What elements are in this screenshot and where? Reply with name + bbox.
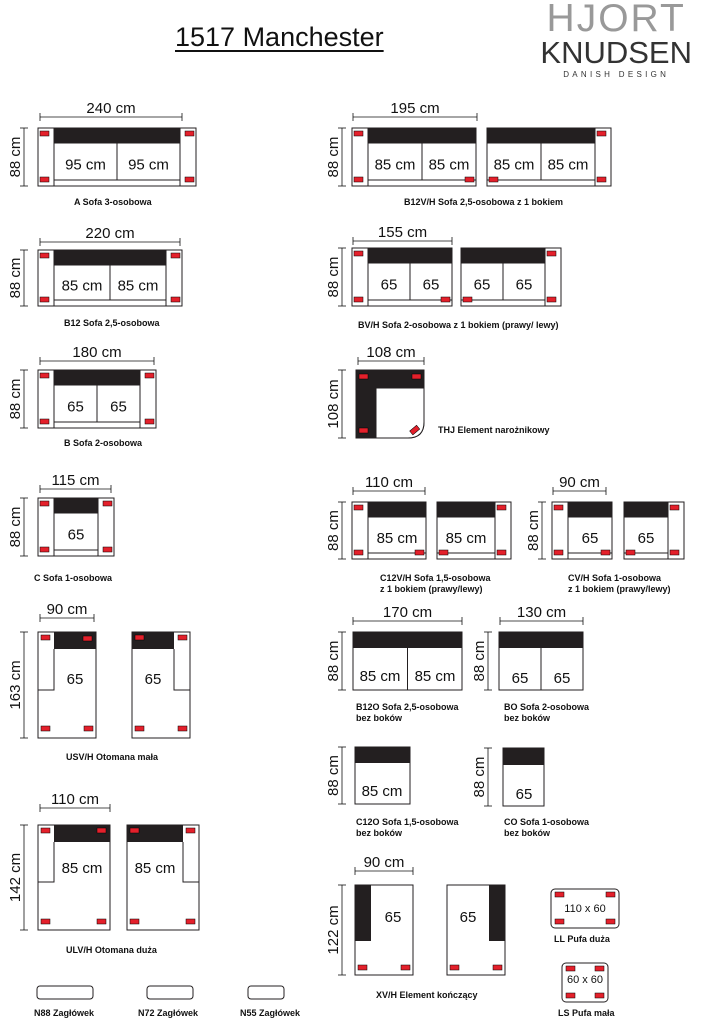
arm-marker bbox=[40, 547, 49, 552]
caption-line: B Sofa 2-osobowa bbox=[64, 438, 143, 448]
arm-marker bbox=[103, 501, 112, 506]
caption-line: N88 Zagłówek bbox=[34, 1008, 95, 1018]
sofa-back bbox=[54, 128, 180, 143]
arm-marker bbox=[135, 726, 144, 731]
seat-label: 65 bbox=[67, 398, 84, 416]
caption-line: C Sofa 1-osobowa bbox=[34, 573, 113, 583]
arm-marker bbox=[186, 828, 195, 833]
seat-label: 65 bbox=[637, 530, 655, 547]
pouf-size-label: 60 x 60 bbox=[566, 974, 604, 986]
seat-label: 85 cm bbox=[61, 860, 103, 877]
caption-line: bez boków bbox=[504, 828, 551, 838]
arm-marker bbox=[601, 550, 610, 555]
arm-marker bbox=[178, 726, 187, 731]
arm-marker bbox=[463, 297, 472, 302]
arm-marker bbox=[97, 919, 106, 924]
width-label: 240 cm bbox=[86, 100, 136, 117]
caption-N88 bbox=[34, 1008, 94, 1019]
depth-label: 88 cm bbox=[325, 136, 342, 178]
seat-label: 85 cm bbox=[376, 530, 418, 547]
arm-marker bbox=[497, 505, 506, 510]
caption-C bbox=[34, 573, 112, 584]
depth-label: 88 cm bbox=[325, 510, 342, 551]
depth-label: 88 cm bbox=[7, 136, 24, 178]
caption-line: A Sofa 3-osobowa bbox=[74, 197, 152, 207]
arm-marker bbox=[554, 505, 563, 510]
depth-label: 88 cm bbox=[325, 256, 342, 298]
sofa-back bbox=[54, 370, 140, 385]
caption-line: LL Pufa duża bbox=[554, 934, 610, 944]
arm-marker bbox=[354, 505, 363, 510]
brand-line1: HJORT bbox=[546, 0, 686, 40]
seat-label: 65 bbox=[144, 671, 162, 688]
seat-label: 85 cm bbox=[547, 156, 589, 174]
headrest bbox=[248, 986, 284, 999]
pouf-size-label: 110 x 60 bbox=[564, 903, 606, 915]
headrest bbox=[147, 986, 193, 999]
width-label: 90 cm bbox=[559, 474, 600, 491]
seat-label: 85 cm bbox=[428, 156, 470, 174]
seat-label: 95 cm bbox=[65, 156, 106, 174]
width-label: 90 cm bbox=[363, 854, 405, 871]
arm-marker bbox=[41, 726, 50, 731]
arm-marker bbox=[415, 550, 424, 555]
sofa-back bbox=[368, 502, 426, 517]
arm-marker bbox=[354, 297, 363, 302]
arm-marker bbox=[83, 636, 92, 641]
sofa-back bbox=[368, 128, 476, 143]
arm-marker bbox=[171, 253, 180, 258]
ottoman-back bbox=[132, 632, 174, 649]
caption-line: B12O Sofa 2,5-osobowa bbox=[356, 702, 459, 712]
arm-marker bbox=[186, 919, 195, 924]
caption-line: THJ Element narożnikowy bbox=[438, 425, 550, 435]
seat-label: 85 cm bbox=[359, 668, 401, 685]
arm-marker bbox=[359, 428, 368, 433]
caption-A bbox=[74, 197, 152, 208]
caption-B12 bbox=[64, 318, 160, 329]
arm-marker bbox=[130, 828, 139, 833]
caption-line: N72 Zagłówek bbox=[138, 1008, 199, 1018]
caption-BVH bbox=[358, 320, 559, 331]
width-label: 180 cm bbox=[72, 344, 122, 361]
sofa-back bbox=[499, 632, 583, 648]
arm-marker bbox=[178, 635, 187, 640]
arm-marker bbox=[626, 550, 635, 555]
page-title: 1517 Manchester bbox=[175, 22, 384, 52]
sofa-back bbox=[624, 502, 668, 517]
caption-LS bbox=[558, 1008, 615, 1019]
sofa-back bbox=[503, 748, 544, 765]
caption-line: BV/H Sofa 2-osobowa z 1 bokiem (prawy/ lewy) bbox=[358, 320, 559, 330]
sofa-back bbox=[437, 502, 495, 517]
ottoman-back bbox=[127, 825, 183, 842]
arm-marker bbox=[40, 501, 49, 506]
arm-marker bbox=[566, 966, 575, 971]
arm-marker bbox=[40, 419, 49, 424]
sofa-back bbox=[353, 632, 462, 648]
caption-line: C12V/H Sofa 1,5-osobowa bbox=[380, 573, 491, 583]
seat-label: 65 bbox=[66, 671, 84, 688]
seat-label: 65 bbox=[110, 398, 127, 416]
end-element-back bbox=[355, 885, 371, 941]
seat-label: 65 bbox=[380, 276, 398, 294]
arm-marker bbox=[354, 251, 363, 256]
depth-label: 88 cm bbox=[525, 510, 542, 551]
caption-C12VH bbox=[380, 573, 491, 595]
arm-marker bbox=[555, 892, 564, 897]
caption-N55 bbox=[240, 1008, 300, 1019]
arm-marker bbox=[450, 965, 459, 970]
caption-line: CV/H Sofa 1-osobowa bbox=[568, 573, 662, 583]
arm-marker bbox=[40, 373, 49, 378]
seat-label: 65 bbox=[473, 276, 491, 294]
sofa-back bbox=[355, 747, 410, 763]
arm-marker bbox=[40, 131, 49, 136]
depth-label: 88 cm bbox=[325, 755, 342, 796]
width-label: 170 cm bbox=[382, 604, 433, 621]
arm-marker bbox=[670, 550, 679, 555]
width-label: 108 cm bbox=[366, 344, 416, 361]
arm-marker bbox=[41, 635, 50, 640]
arm-marker bbox=[441, 297, 450, 302]
caption-line: XV/H Element kończący bbox=[376, 990, 478, 1000]
arm-marker bbox=[595, 966, 604, 971]
caption-B12O bbox=[356, 702, 459, 724]
caption-N72 bbox=[138, 1008, 198, 1019]
seat-label: 85 cm bbox=[493, 156, 535, 174]
arm-marker bbox=[439, 550, 448, 555]
arm-marker bbox=[597, 177, 606, 182]
arm-marker bbox=[40, 297, 49, 302]
depth-label: 88 cm bbox=[325, 640, 342, 682]
arm-marker bbox=[41, 828, 50, 833]
arm-marker bbox=[489, 177, 498, 182]
depth-label: 142 cm bbox=[7, 852, 24, 903]
caption-LL bbox=[554, 934, 610, 945]
depth-label: 88 cm bbox=[471, 756, 488, 798]
ottoman-back bbox=[54, 825, 110, 842]
seat-label: 65 bbox=[384, 909, 402, 926]
sofa-back bbox=[54, 498, 98, 513]
seat-label: 95 cm bbox=[128, 156, 169, 174]
caption-B12VH bbox=[404, 197, 563, 208]
brand-line2: KNUDSEN bbox=[540, 35, 692, 70]
caption-USVH bbox=[66, 752, 158, 763]
arm-marker bbox=[412, 374, 421, 379]
width-label: 90 cm bbox=[46, 601, 88, 618]
arm-marker bbox=[185, 177, 194, 182]
headrest bbox=[37, 986, 93, 999]
width-label: 115 cm bbox=[51, 472, 100, 489]
sofa-back bbox=[568, 502, 612, 517]
seat-label: 65 bbox=[459, 909, 477, 926]
depth-label: 163 cm bbox=[7, 660, 24, 710]
depth-label: 108 cm bbox=[325, 379, 342, 429]
caption-line: ULV/H Otomana duża bbox=[66, 945, 157, 955]
arm-marker bbox=[84, 726, 93, 731]
seat-label: 85 cm bbox=[61, 277, 103, 295]
seat-label: 85 cm bbox=[117, 277, 159, 295]
seat-label: 85 cm bbox=[414, 668, 456, 685]
caption-THJ bbox=[438, 425, 550, 436]
seat-label: 65 bbox=[581, 530, 599, 547]
sofa-back bbox=[368, 248, 452, 263]
sofa-back bbox=[54, 250, 166, 265]
depth-label: 88 cm bbox=[7, 506, 24, 548]
arm-marker bbox=[171, 297, 180, 302]
arm-marker bbox=[359, 374, 368, 379]
arm-marker bbox=[145, 419, 154, 424]
arm-marker bbox=[493, 965, 502, 970]
arm-marker bbox=[185, 131, 194, 136]
arm-marker bbox=[597, 131, 606, 136]
caption-line: USV/H Otomana mała bbox=[66, 752, 159, 762]
caption-line: LS Pufa mała bbox=[558, 1008, 615, 1018]
arm-marker bbox=[130, 919, 139, 924]
seat-label: 85 cm bbox=[361, 783, 403, 800]
seat-label: 65 bbox=[511, 670, 529, 687]
depth-label: 88 cm bbox=[7, 257, 24, 299]
caption-line: B12 Sofa 2,5-osobowa bbox=[64, 318, 160, 328]
depth-label: 122 cm bbox=[325, 905, 342, 955]
arm-marker bbox=[40, 253, 49, 258]
arm-marker bbox=[566, 993, 575, 998]
caption-XVH bbox=[376, 990, 478, 1001]
seat-label: 65 bbox=[553, 670, 571, 687]
seat-label: 85 cm bbox=[134, 860, 176, 877]
caption-C12O bbox=[356, 817, 459, 839]
arm-marker bbox=[97, 828, 106, 833]
seat-label: 65 bbox=[515, 276, 533, 294]
depth-label: 88 cm bbox=[471, 640, 488, 682]
arm-marker bbox=[606, 892, 615, 897]
width-label: 220 cm bbox=[85, 225, 135, 242]
width-label: 130 cm bbox=[516, 604, 567, 621]
depth-label: 88 cm bbox=[7, 378, 24, 420]
arm-marker bbox=[670, 505, 679, 510]
arm-marker bbox=[135, 635, 144, 640]
arm-marker bbox=[547, 251, 556, 256]
caption-line: z 1 bokiem (prawy/lewy) bbox=[568, 584, 671, 594]
arm-marker bbox=[554, 550, 563, 555]
arm-marker bbox=[465, 177, 474, 182]
seat-label: 85 cm bbox=[445, 530, 487, 547]
arm-marker bbox=[354, 550, 363, 555]
caption-ULVH bbox=[66, 945, 157, 956]
caption-B bbox=[64, 438, 142, 449]
arm-marker bbox=[354, 131, 363, 136]
end-element-back bbox=[489, 885, 505, 941]
arm-marker bbox=[401, 965, 410, 970]
width-label: 155 cm bbox=[377, 224, 428, 241]
brand-tagline: DANISH DESIGN bbox=[563, 70, 670, 79]
seat-label: 65 bbox=[422, 276, 440, 294]
arm-marker bbox=[358, 965, 367, 970]
arm-marker bbox=[606, 919, 615, 924]
caption-line: bez boków bbox=[356, 828, 403, 838]
caption-BO bbox=[504, 702, 589, 724]
sofa-back bbox=[461, 248, 545, 263]
width-label: 110 cm bbox=[50, 791, 100, 808]
width-label: 195 cm bbox=[390, 100, 440, 117]
caption-line: N55 Zagłówek bbox=[240, 1008, 301, 1018]
caption-CO bbox=[504, 817, 589, 839]
arm-marker bbox=[103, 547, 112, 552]
arm-marker bbox=[547, 297, 556, 302]
caption-line: B12V/H Sofa 2,5-osobowa z 1 bokiem bbox=[404, 197, 564, 207]
sofa-back bbox=[487, 128, 595, 143]
caption-line: bez boków bbox=[504, 713, 551, 723]
seat-label: 65 bbox=[515, 786, 533, 803]
caption-CVH bbox=[568, 573, 671, 595]
arm-marker bbox=[40, 177, 49, 182]
width-label: 110 cm bbox=[364, 474, 414, 491]
arm-marker bbox=[145, 373, 154, 378]
arm-marker bbox=[41, 919, 50, 924]
arm-marker bbox=[555, 919, 564, 924]
seat-label: 65 bbox=[67, 526, 85, 544]
arm-marker bbox=[595, 993, 604, 998]
caption-line: BO Sofa 2-osobowa bbox=[504, 702, 590, 712]
seat-label: 85 cm bbox=[374, 156, 416, 174]
caption-line: CO Sofa 1-osobowa bbox=[504, 817, 590, 827]
arm-marker bbox=[497, 550, 506, 555]
caption-line: z 1 bokiem (prawy/lewy) bbox=[380, 584, 483, 594]
caption-line: C12O Sofa 1,5-osobowa bbox=[356, 817, 459, 827]
caption-line: bez boków bbox=[356, 713, 403, 723]
arm-marker bbox=[354, 177, 363, 182]
